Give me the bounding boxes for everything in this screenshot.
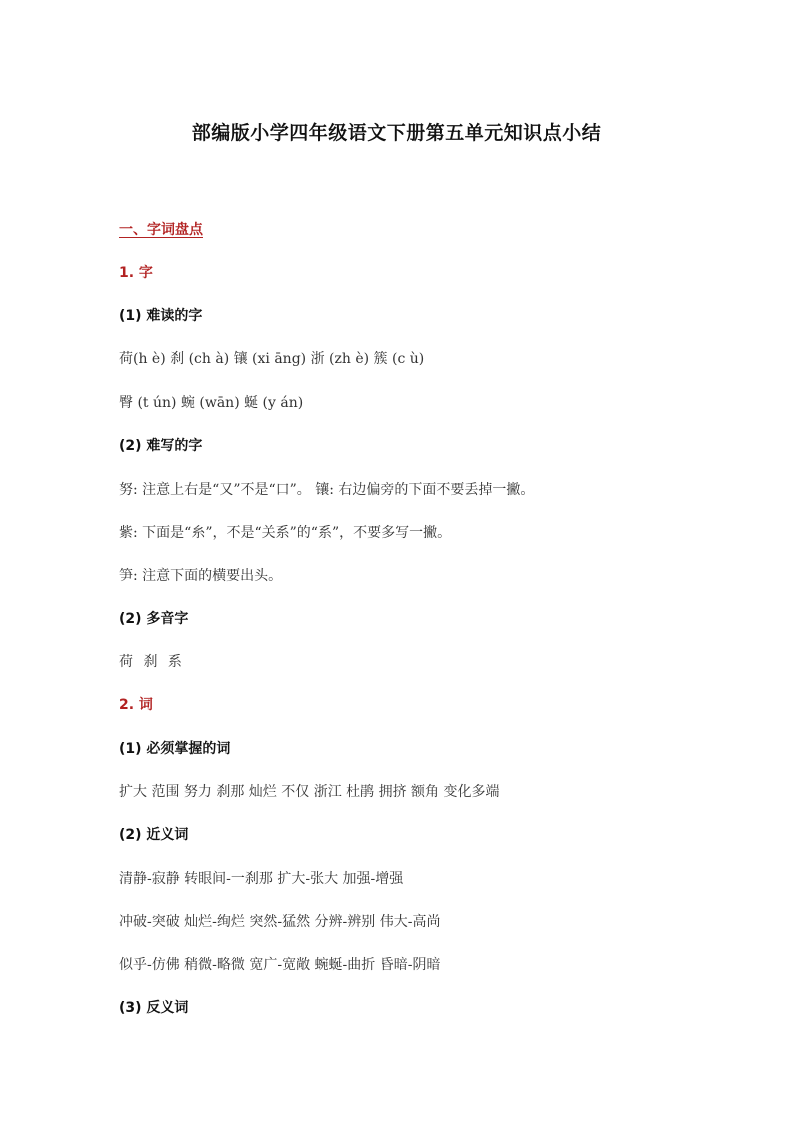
page-title: 部编版小学四年级语文下册第五单元知识点小结 <box>191 122 602 144</box>
paragraph-line: 努: 注意上右是“又”不是“口”。 镶: 右边偏旁的下面不要丢掉一撇。 <box>119 482 535 498</box>
paragraph-line: 笋: 注意下面的横要出头。 <box>119 568 283 584</box>
subheading-text: (2) 多音字 <box>119 611 189 627</box>
paragraph-line: 扩大 范围 努力 刹那 灿烂 不仅 浙江 杜鹃 拥挤 额角 变化多端 <box>119 784 500 800</box>
paragraph-line: 荷(h è) 刹 (ch à) 镶 (xi āng) 浙 (zh è) 簇 (c ù) <box>119 351 425 367</box>
subheading-must-master <box>119 739 719 759</box>
subheading-synonyms <box>119 825 719 845</box>
subsection-heading-words <box>119 695 719 715</box>
paragraph-line: 似乎-仿佛 稍微-略微 宽广-宽敞 蜿蜒-曲折 昏暗-阴暗 <box>119 957 441 973</box>
section-heading-vocabulary <box>119 220 719 240</box>
subsection-heading-text: 2. 词 <box>119 697 153 713</box>
subheading-hard-to-read <box>119 306 719 326</box>
subheading-polyphonic <box>119 609 719 629</box>
subheading-text: (2) 近义词 <box>119 827 189 843</box>
subheading-text: (1) 难读的字 <box>119 308 203 324</box>
subheading-antonyms <box>119 998 719 1018</box>
paragraph-line: 荷 刹 系 <box>119 654 182 670</box>
section-heading-text: 一、字词盘点 <box>119 222 203 238</box>
subheading-text: (3) 反义词 <box>119 1000 189 1016</box>
subheading-text: (2) 难写的字 <box>119 438 203 454</box>
paragraph-line: 臀 (t ún) 蜿 (wān) 蜒 (y án) <box>119 395 304 411</box>
paragraph-line: 冲破-突破 灿烂-绚烂 突然-猛然 分辨-辨别 伟大-高尚 <box>119 914 441 930</box>
subsection-heading-text: 1. 字 <box>119 265 153 281</box>
subheading-hard-to-write <box>119 436 719 456</box>
subheading-text: (1) 必须掌握的词 <box>119 741 231 757</box>
subsection-heading-characters <box>119 263 719 283</box>
paragraph-line: 紫: 下面是“糸”，不是“关系”的“系”，不要多写一撇。 <box>119 525 452 541</box>
paragraph-line: 清静-寂静 转眼间-一刹那 扩大-张大 加强-增强 <box>119 871 404 887</box>
